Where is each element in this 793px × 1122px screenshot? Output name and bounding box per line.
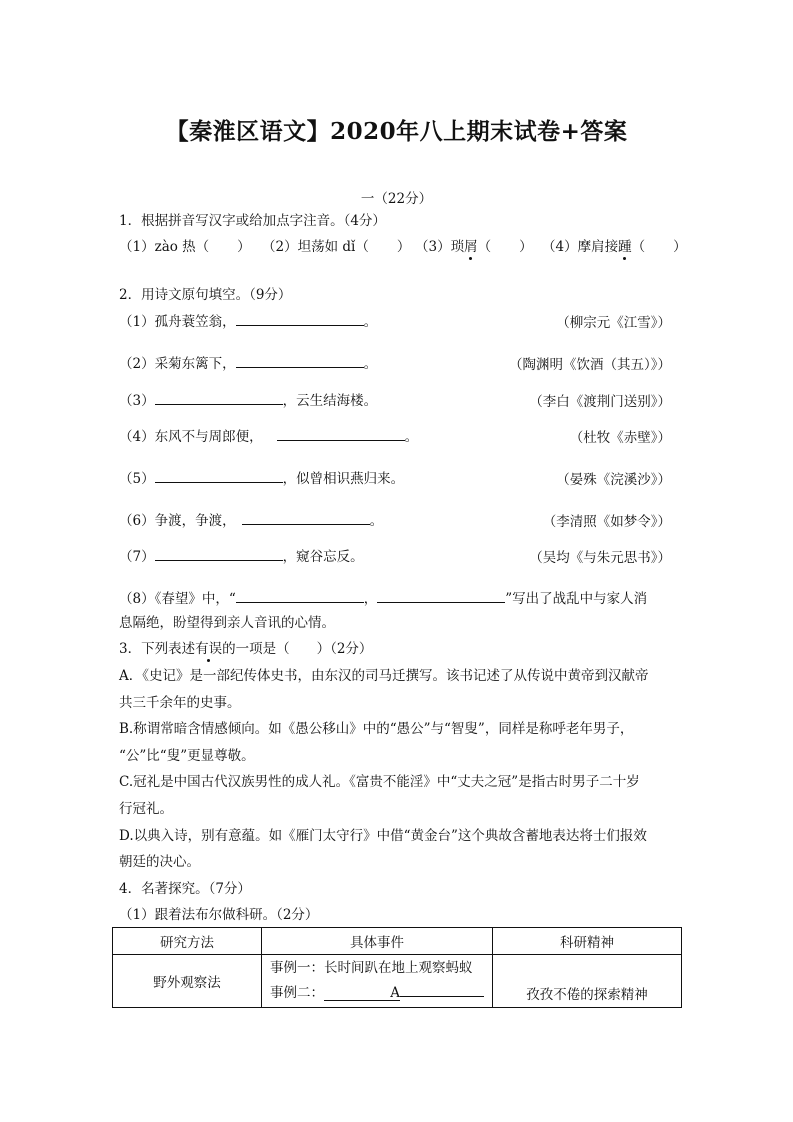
table-header-spirit: 科研精神 [493, 928, 682, 955]
q2-line-7-source: （吴均《与朱元思书》） [529, 550, 671, 566]
q3-stem-a: 3．下列表述 [119, 641, 196, 657]
table-header-method: 研究方法 [113, 928, 262, 955]
q3-option-a-line1: A．《史记》是一部纪传体史书，由东汉的司马迁撰写。该书记述了从传说中黄帝到汉献帝 [119, 668, 649, 684]
q1-item-3-label-b: （ [477, 239, 492, 255]
q2-line-1-pre: （1）孤舟蓑笠翁， [119, 314, 236, 330]
q2-line-6 [119, 510, 383, 530]
q3-stem [119, 640, 372, 658]
section-heading: 一（22分） [360, 191, 433, 207]
answer-blank[interactable] [377, 588, 505, 603]
table-header-event: 具体事件 [262, 928, 493, 955]
q1-item-1-label: （1）zào 热（ [119, 239, 210, 255]
q2-line-1-post: 。 [363, 314, 378, 330]
q2-line-3 [119, 390, 377, 410]
q2-line-4-pre: （4）东风不与周郎便， [119, 429, 263, 445]
q2-line-7 [119, 546, 364, 566]
q1-item-4 [542, 238, 687, 256]
q3-option-c-line1: C.冠礼是中国古代汉族男性的成人礼。《富贵不能淫》中“丈夫之冠”是指古时男子二十岁 [119, 774, 640, 790]
q1-item-2-close: ） [396, 239, 411, 255]
q2-line-5-pre: （5） [119, 471, 155, 487]
document-title: 【秦淮区语文】2020年八上期末试卷+答案 [165, 118, 628, 145]
table-cell-spirit: 孜孜不倦的探索精神 [493, 955, 682, 1008]
q1-item-3-dotted-char: 屑 [464, 239, 478, 255]
q1-item-3 [415, 238, 533, 256]
q2-line-7-pre: （7） [119, 549, 155, 565]
answer-blank[interactable] [242, 510, 370, 525]
research-table [112, 927, 682, 1008]
q2-stem: 2．用诗文原句填空。（9分） [119, 287, 292, 303]
answer-blank[interactable] [155, 546, 283, 561]
answer-blank-a[interactable] [324, 986, 400, 1001]
q2-line-3-pre: （3） [119, 393, 155, 409]
table-header-row [113, 928, 682, 955]
answer-blank[interactable] [400, 982, 484, 997]
answer-blank[interactable] [155, 390, 283, 405]
answer-blank[interactable] [277, 426, 405, 441]
q3-option-b-line1: B.称谓常暗含情感倾向。如《愚公移山》中的“愚公”与“智叟”，同样是称呼老年男子， [119, 721, 634, 737]
table-row [113, 955, 682, 1008]
q2-line-4 [119, 426, 418, 446]
q2-line-8 [119, 588, 647, 608]
q2-line-2-source: （陶渊明《饮酒（其五）》） [509, 357, 671, 373]
q3-option-b-line2: “公”比“叟”更显尊敬。 [119, 748, 255, 764]
q2-line-3-source: （李白《渡荆门送别》） [529, 394, 671, 410]
example-1: 事例一：长时间趴在地上观察蚂蚁 [270, 960, 473, 976]
q3-option-d-line2: 朝廷的决心。 [119, 854, 200, 870]
answer-blank[interactable] [236, 588, 364, 603]
q3-stem-b: 的一项是（ ）（2分） [222, 641, 373, 657]
q1-item-3-label-a: （3）琐 [415, 239, 465, 255]
q1-item-4-label-b: （ [631, 239, 646, 255]
answer-blank[interactable] [236, 311, 364, 326]
q3-option-c-line2: 行冠礼。 [119, 801, 173, 817]
q2-line-2-pre: （2）采菊东篱下， [119, 356, 236, 372]
q2-line-1-source: （柳宗元《江雪》） [556, 315, 671, 331]
q1-item-2 [262, 238, 410, 256]
q1-item-4-dotted-char: 踵 [618, 239, 632, 255]
q2-line-4-source: （杜牧《赤壁》） [569, 430, 671, 446]
q2-line-8-pre: （8）《春望》中，“ [119, 591, 236, 607]
q1-item-1-close: ） [237, 239, 251, 255]
q1-item-1 [119, 238, 251, 256]
q2-line-6-source: （李清照《如梦令》） [542, 514, 671, 530]
q4-stem: 4．名著探究。（7分） [119, 881, 251, 897]
blank-mark: A [390, 985, 400, 1001]
example-2-label: 事例二： [270, 985, 324, 1001]
q1-item-2-label: （2）坦荡如 dǐ（ [262, 239, 369, 255]
example-2 [262, 981, 492, 1006]
q4-sub1: （1）跟着法布尔做科研。（2分） [119, 907, 319, 923]
q1-stem: 1．根据拼音写汉字或给加点字注音。（4分） [119, 213, 386, 229]
q1-item-4-close: ） [673, 239, 687, 255]
q2-line-8-cont: 息隔绝，盼望得到亲人音讯的心情。 [119, 615, 335, 631]
answer-blank[interactable] [236, 353, 364, 368]
q3-option-a-line2: 共三千余年的史事。 [119, 695, 241, 711]
q2-line-6-pre: （6）争渡，争渡， [119, 513, 236, 529]
q1-item-4-label-a: （4）摩肩接 [542, 239, 619, 255]
q2-line-7-post: ，窥谷忘反。 [282, 549, 364, 565]
q2-line-8-mid: ， [363, 591, 378, 607]
table-cell-events [262, 955, 493, 1008]
q2-line-2-post: 。 [363, 356, 378, 372]
table-cell-method: 野外观察法 [113, 955, 262, 1008]
q2-line-4-post: 。 [404, 429, 419, 445]
q2-line-1 [119, 311, 377, 331]
q2-line-2 [119, 353, 377, 373]
answer-blank[interactable] [155, 468, 283, 483]
q1-item-3-close: ） [519, 239, 533, 255]
q3-option-d-line1: D.以典入诗，别有意蕴。如《雁门太守行》中借“黄金台”这个典故含蓄地表达将士们报效 [119, 828, 647, 844]
q2-line-6-post: 。 [369, 513, 384, 529]
q2-line-3-post: ，云生结海楼。 [282, 393, 378, 409]
q2-line-5-source: （晏殊《浣溪沙》） [556, 472, 671, 488]
q2-line-5-post: ，似曾相识燕归来。 [282, 471, 405, 487]
q2-line-5 [119, 468, 404, 488]
q2-line-8-post: ”写出了战乱中与家人消 [505, 591, 648, 607]
q3-stem-dotted: 有误 [195, 641, 223, 657]
